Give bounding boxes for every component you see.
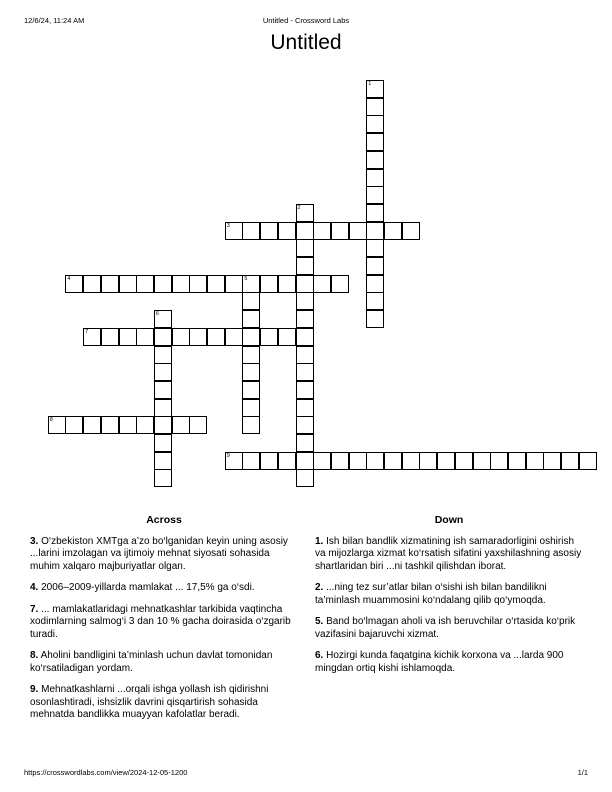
clue-number: 6.	[315, 650, 324, 661]
clue-number-label: 4	[67, 275, 71, 282]
down-clue	[315, 616, 583, 641]
grid-cell	[296, 381, 314, 399]
grid-cell	[384, 452, 402, 470]
clue-text: O‘zbekiston XMTga a’zo bo‘lganidan keyin uning asosiy ...larini imzolagan va ijtimoiy mehnat siyosati sohasida muhim xalqaro majburiyatlar olgan.	[30, 535, 288, 572]
grid-cell	[366, 452, 384, 470]
grid-cell	[437, 452, 455, 470]
grid-cell	[331, 452, 349, 470]
grid-cell	[119, 328, 137, 346]
grid-cell	[366, 151, 384, 169]
grid-cell	[136, 275, 154, 293]
grid-cell	[154, 399, 172, 417]
grid-cell	[207, 275, 225, 293]
clue-number: 3.	[30, 535, 39, 547]
across-clue	[30, 536, 298, 574]
grid-cell	[313, 222, 331, 240]
grid-cell	[473, 452, 491, 470]
grid-cell	[242, 222, 260, 240]
clue-text: Ish bilan bandlik xizmatining ish samaradorligini oshirish va mijozlarga xizmat ko‘rsatish sifatini yaxshilashning asosiy shartlaridan biri ...ni tashkil qilishdan iborat.	[315, 535, 582, 572]
grid-cell	[296, 416, 314, 434]
grid-cell	[154, 310, 172, 328]
grid-cell	[101, 328, 119, 346]
across-clue	[30, 650, 298, 675]
across-clue	[30, 582, 298, 595]
grid-cell	[189, 328, 207, 346]
grid-cell	[402, 222, 420, 240]
grid-cell	[296, 239, 314, 257]
grid-cell	[83, 275, 101, 293]
grid-cell	[242, 346, 260, 364]
grid-cell	[225, 328, 243, 346]
down-clue	[315, 650, 583, 675]
grid-cell	[296, 257, 314, 275]
grid-cell	[189, 275, 207, 293]
grid-cell	[366, 98, 384, 116]
grid-cell	[296, 469, 314, 487]
grid-cell	[543, 452, 561, 470]
down-clue-list	[315, 536, 583, 676]
clue-number-label: 7	[85, 328, 89, 335]
clue-number: 7.	[30, 603, 39, 615]
grid-cell	[366, 239, 384, 257]
grid-cell	[579, 452, 597, 470]
clue-number: 5.	[315, 616, 324, 627]
grid-cell	[331, 275, 349, 293]
grid-cell	[366, 204, 384, 222]
grid-cell	[490, 452, 508, 470]
grid-cell	[366, 80, 384, 98]
grid-cell	[313, 452, 331, 470]
grid-cell	[561, 452, 579, 470]
grid-cell	[242, 328, 260, 346]
grid-cell	[242, 363, 260, 381]
clue-number: 2.	[315, 582, 324, 593]
clue-text: Hozirgi kunda faqatgina kichik korxona va ...larda 900 mingdan ortiq kishi ishlamoqda.	[315, 650, 564, 674]
grid-cell	[242, 399, 260, 417]
print-page-title: Untitled - Crossword Labs	[262, 16, 350, 25]
grid-cell	[242, 416, 260, 434]
grid-cell	[119, 416, 137, 434]
grid-cell	[455, 452, 473, 470]
grid-cell	[260, 275, 278, 293]
down-clue	[315, 536, 583, 574]
grid-cell	[366, 133, 384, 151]
grid-cell	[207, 328, 225, 346]
grid-cell	[296, 310, 314, 328]
clue-text: Aholini bandligini ta’minlash uchun davlat tomonidan ko‘rsatiladigan yordam.	[30, 650, 273, 674]
grid-cell	[154, 416, 172, 434]
grid-cell	[136, 328, 154, 346]
grid-cell	[366, 169, 384, 187]
down-heading: Down	[434, 514, 464, 526]
clue-number: 1.	[315, 535, 324, 547]
grid-cell	[278, 275, 296, 293]
grid-cell	[260, 328, 278, 346]
grid-cell	[83, 416, 101, 434]
clue-number-label: 1	[368, 81, 372, 87]
grid-cell	[296, 346, 314, 364]
grid-cell	[83, 328, 101, 346]
clue-text: Band bo‘lmagan aholi va ish beruvchilar o‘rtasida ko‘prik vazifasini bajaruvchi xizmat.	[315, 616, 576, 640]
grid-cell	[154, 328, 172, 346]
grid-cell	[172, 275, 190, 293]
grid-cell	[296, 434, 314, 452]
across-clue	[30, 684, 298, 722]
grid-cell	[172, 328, 190, 346]
grid-cell	[242, 275, 260, 293]
clue-number-label: 3	[226, 222, 230, 229]
grid-cell	[119, 275, 137, 293]
across-heading: Across	[146, 514, 182, 526]
grid-cell	[278, 222, 296, 240]
grid-cell	[225, 222, 243, 240]
clue-number: 4.	[30, 582, 39, 593]
grid-cell	[260, 452, 278, 470]
grid-cell	[242, 381, 260, 399]
across-clue-list	[30, 536, 298, 722]
grid-cell	[189, 416, 207, 434]
grid-cell	[225, 452, 243, 470]
grid-cell	[154, 381, 172, 399]
print-url: https://crosswordlabs.com/view/2024-12-05-1200	[24, 768, 188, 777]
grid-cell	[296, 399, 314, 417]
grid-cell	[136, 416, 154, 434]
grid-cell	[65, 275, 83, 293]
grid-cell	[101, 275, 119, 293]
grid-cell	[278, 452, 296, 470]
across-clues	[30, 514, 298, 731]
clue-number-label: 6	[155, 311, 159, 318]
clue-text: ... mamlakatlaridagi mehnatkashlar tarkibida vaqtincha xodimlarning salmog‘i 3 dan 10 % gacha doirasida o‘zgarib turadi.	[30, 603, 291, 640]
grid-cell	[402, 452, 420, 470]
grid-cell	[154, 363, 172, 381]
grid-cell	[366, 310, 384, 328]
clue-number: 8.	[30, 650, 39, 661]
grid-cell	[296, 328, 314, 346]
grid-cell	[526, 452, 544, 470]
clue-number-label: 9	[226, 452, 230, 459]
grid-cell	[242, 452, 260, 470]
grid-cell	[296, 204, 314, 222]
grid-cell	[225, 275, 243, 293]
down-clues	[315, 514, 583, 684]
clue-text: ...ning tez sur’atlar bilan o‘sishi ish bilan bandilikni ta’minlash muammosini ko‘ndalang qilib qo‘ymoqda.	[315, 582, 547, 606]
grid-cell	[154, 275, 172, 293]
grid-cell	[366, 292, 384, 310]
grid-cell	[366, 186, 384, 204]
grid-cell	[154, 469, 172, 487]
print-page-number: 1/1	[577, 768, 588, 777]
grid-cell	[154, 452, 172, 470]
down-clue	[315, 582, 583, 607]
grid-cell	[154, 346, 172, 364]
grid-cell	[101, 416, 119, 434]
grid-cell	[366, 222, 384, 240]
grid-cell	[242, 310, 260, 328]
grid-cell	[242, 292, 260, 310]
grid-cell	[296, 292, 314, 310]
grid-cell	[508, 452, 526, 470]
puzzle-title: Untitled	[270, 31, 342, 54]
grid-cell	[313, 275, 331, 293]
grid-cell	[48, 416, 66, 434]
clue-text: Mehnatkashlarni ...orqali ishga yollash ish qidirishni osonlashtiradi, ishsizlik davrini qisqartirish sohasida mehnatda bandlikka muayyan kafolatlar beradi.	[30, 684, 269, 720]
clue-text: 2006–2009-yillarda mamlakat ... 17,5% ga o‘sdi.	[38, 582, 255, 593]
grid-cell	[366, 275, 384, 293]
grid-cell	[366, 257, 384, 275]
grid-cell	[260, 222, 278, 240]
grid-cell	[419, 452, 437, 470]
grid-cell	[349, 452, 367, 470]
clue-number-label: 2	[297, 204, 301, 211]
grid-cell	[366, 115, 384, 133]
grid-cell	[296, 222, 314, 240]
grid-cell	[278, 328, 296, 346]
clue-number: 9.	[30, 684, 39, 695]
grid-cell	[384, 222, 402, 240]
print-datetime: 12/6/24, 11:24 AM	[24, 16, 85, 25]
grid-cell	[172, 416, 190, 434]
grid-cell	[296, 275, 314, 293]
clue-number-label: 8	[49, 417, 53, 424]
grid-cell	[296, 452, 314, 470]
grid-cell	[331, 222, 349, 240]
grid-cell	[296, 363, 314, 381]
grid-cell	[154, 434, 172, 452]
grid-cell	[65, 416, 83, 434]
grid-cell	[349, 222, 367, 240]
clue-number-label: 5	[244, 275, 248, 282]
across-clue	[30, 604, 298, 642]
